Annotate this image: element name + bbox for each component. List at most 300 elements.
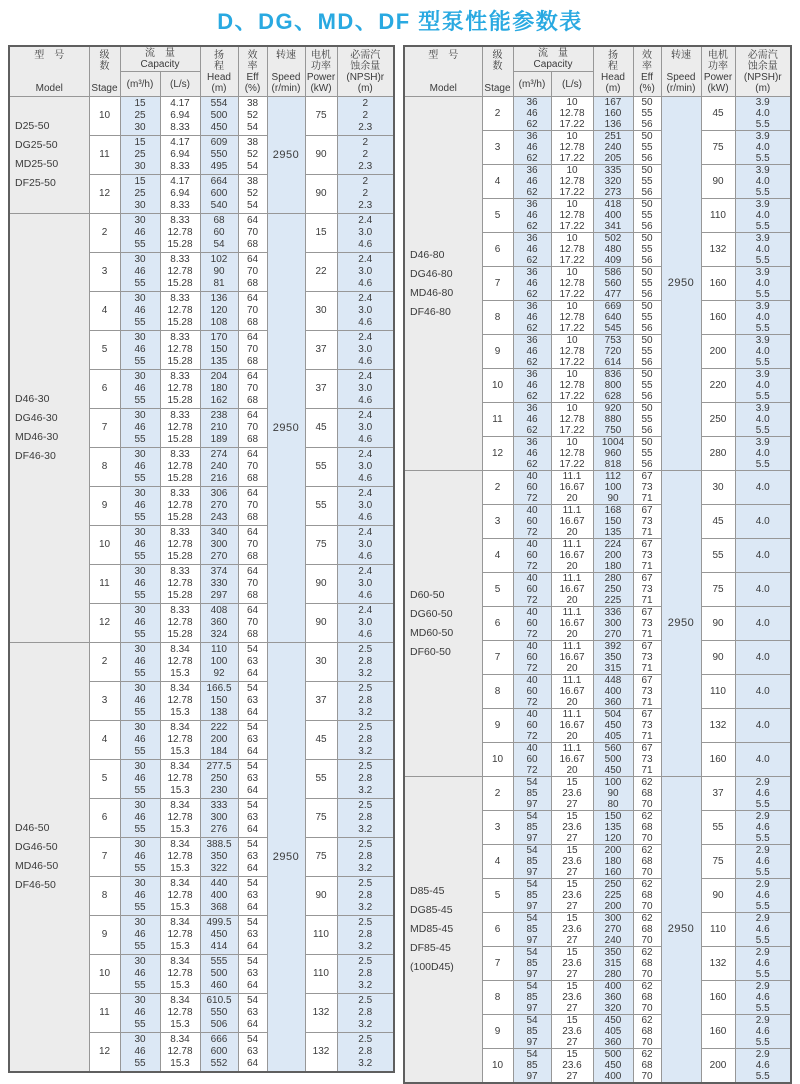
npsh-cell: 3.9 4.0 5.5 — [735, 369, 791, 403]
stage-cell: 4 — [482, 165, 513, 199]
power-cell: 132 — [305, 1033, 337, 1073]
power-cell: 30 — [305, 292, 337, 331]
capacity-header: 流 量 Capacity — [513, 46, 593, 72]
npsh-cell: 2.5 2.8 3.2 — [337, 916, 394, 955]
model-name: DF46-80 — [410, 305, 451, 318]
eff-cell: 50 55 56 — [633, 97, 661, 131]
npsh-cell: 2.9 4.6 5.5 — [735, 1049, 791, 1084]
npsh-cell: 3.9 4.0 5.5 — [735, 97, 791, 131]
eff-cell: 50 55 56 — [633, 131, 661, 165]
stage-cell: 9 — [482, 709, 513, 743]
ls-cell: 8.33 12.78 15.28 — [160, 253, 200, 292]
power-cell: 90 — [701, 879, 735, 913]
stage-cell: 4 — [482, 539, 513, 573]
flow-cell: 54 85 97 — [513, 777, 551, 811]
flow-cell: 30 46 55 — [120, 682, 160, 721]
head-cell: 102 90 81 — [200, 253, 238, 292]
head-cell: 333 300 276 — [200, 799, 238, 838]
power-cell: 110 — [701, 675, 735, 709]
eff-cell: 67 73 71 — [633, 675, 661, 709]
speed-header: 转速 Speed (r/min) — [267, 46, 305, 97]
power-cell: 110 — [701, 199, 735, 233]
stage-cell: 7 — [482, 267, 513, 301]
flow-cell: 54 85 97 — [513, 845, 551, 879]
ls-cell: 8.33 12.78 15.28 — [160, 448, 200, 487]
flow-cell: 30 46 55 — [120, 721, 160, 760]
npsh-cell: 2.4 3.0 4.6 — [337, 604, 394, 643]
eff-cell: 62 68 70 — [633, 1049, 661, 1084]
flow-cell: 30 46 55 — [120, 526, 160, 565]
speed-cell: 2950 — [267, 643, 305, 1073]
model-name: MD46-50 — [15, 860, 59, 872]
power-cell: 90 — [305, 136, 337, 175]
ls-cell: 4.17 6.94 8.33 — [160, 175, 200, 214]
model-name: DG25-50 — [15, 139, 58, 151]
ls-cell: 15 23.6 27 — [551, 879, 593, 913]
stage-cell: 8 — [482, 675, 513, 709]
power-cell: 132 — [701, 709, 735, 743]
power-cell: 30 — [305, 643, 337, 682]
npsh-cell: 2.4 3.0 4.6 — [337, 565, 394, 604]
power-cell: 37 — [305, 331, 337, 370]
flow-cell: 30 46 55 — [120, 487, 160, 526]
model-cell — [404, 97, 482, 471]
npsh-cell: 2.5 2.8 3.2 — [337, 838, 394, 877]
power-cell: 90 — [305, 604, 337, 643]
eff-cell: 38 52 54 — [238, 97, 267, 136]
eff-cell: 64 70 68 — [238, 214, 267, 253]
ls-cell: 10 12.78 17.22 — [551, 437, 593, 471]
eff-cell: 67 73 71 — [633, 743, 661, 777]
flow-cell: 36 46 62 — [513, 199, 551, 233]
stage-cell: 2 — [482, 97, 513, 131]
head-cell: 664 600 540 — [200, 175, 238, 214]
head-cell: 374 330 297 — [200, 565, 238, 604]
stage-cell: 12 — [89, 175, 120, 214]
stage-cell: 12 — [89, 604, 120, 643]
ls-cell: 8.34 12.78 15.3 — [160, 916, 200, 955]
stage-cell: 8 — [482, 301, 513, 335]
head-cell: 170 150 135 — [200, 331, 238, 370]
npsh-cell: 2.5 2.8 3.2 — [337, 760, 394, 799]
eff-cell: 64 70 68 — [238, 409, 267, 448]
stage-cell: 11 — [89, 136, 120, 175]
npsh-cell: 3.9 4.0 5.5 — [735, 437, 791, 471]
stage-cell: 2 — [89, 643, 120, 682]
flow-cell: 30 46 55 — [120, 877, 160, 916]
model-name: D60-50 — [410, 588, 445, 601]
eff-cell: 62 68 70 — [633, 879, 661, 913]
npsh-cell: 2.9 4.6 5.5 — [735, 777, 791, 811]
page-title: D、DG、MD、DF 型泵性能参数表 — [217, 9, 583, 34]
flow-cell: 30 46 55 — [120, 955, 160, 994]
power-cell: 75 — [305, 97, 337, 136]
eff-cell: 50 55 56 — [633, 335, 661, 369]
ls-header: (L/s) — [551, 72, 593, 97]
stage-cell: 10 — [482, 369, 513, 403]
power-cell: 75 — [305, 799, 337, 838]
ls-cell: 10 12.78 17.22 — [551, 131, 593, 165]
data-row — [9, 643, 394, 682]
data-row — [404, 777, 791, 811]
model-name: MD46-30 — [15, 431, 59, 443]
flow-cell: 30 46 55 — [120, 253, 160, 292]
head-cell: 306 270 243 — [200, 487, 238, 526]
stage-cell: 10 — [89, 97, 120, 136]
power-cell: 160 — [701, 1015, 735, 1049]
eff-cell: 62 68 70 — [633, 947, 661, 981]
ls-cell: 11.1 16.67 20 — [551, 607, 593, 641]
stage-cell: 10 — [89, 955, 120, 994]
ls-cell: 11.1 16.67 20 — [551, 505, 593, 539]
stage-cell: 10 — [482, 743, 513, 777]
power-cell: 55 — [305, 760, 337, 799]
power-cell: 132 — [305, 994, 337, 1033]
stage-cell: 12 — [482, 437, 513, 471]
npsh-cell: 2.9 4.6 5.5 — [735, 913, 791, 947]
flow-cell: 54 85 97 — [513, 879, 551, 913]
eff-cell: 54 63 64 — [238, 760, 267, 799]
stage-cell: 5 — [482, 573, 513, 607]
head-header: 扬 程 Head (m) — [200, 46, 238, 97]
power-cell: 90 — [701, 607, 735, 641]
npsh-cell: 2.5 2.8 3.2 — [337, 877, 394, 916]
power-cell: 45 — [305, 721, 337, 760]
npsh-cell: 3.9 4.0 5.5 — [735, 335, 791, 369]
ls-cell: 8.34 12.78 15.3 — [160, 643, 200, 682]
header-row — [9, 46, 394, 72]
npsh-cell: 2.5 2.8 3.2 — [337, 643, 394, 682]
flow-cell: 54 85 97 — [513, 1015, 551, 1049]
tables-container — [8, 45, 792, 1084]
model-name: DF60-50 — [410, 645, 451, 658]
model-cell — [9, 97, 89, 214]
power-cell: 220 — [701, 369, 735, 403]
stage-cell: 6 — [482, 233, 513, 267]
left-performance-table — [8, 45, 395, 1073]
stage-header: 级 数 Stage — [89, 46, 120, 97]
head-cell: 167 160 136 — [593, 97, 633, 131]
head-cell: 504 450 405 — [593, 709, 633, 743]
model-name: DG46-30 — [15, 412, 58, 424]
npsh-cell: 2.4 3.0 4.6 — [337, 214, 394, 253]
stage-cell: 8 — [482, 981, 513, 1015]
stage-cell: 2 — [482, 777, 513, 811]
ls-cell: 15 23.6 27 — [551, 913, 593, 947]
flow-cell: 30 46 55 — [120, 214, 160, 253]
flow-cell: 30 46 55 — [120, 565, 160, 604]
power-cell: 45 — [701, 505, 735, 539]
stage-cell: 10 — [89, 526, 120, 565]
flow-cell: 30 46 55 — [120, 799, 160, 838]
power-cell: 37 — [701, 777, 735, 811]
eff-cell: 67 73 71 — [633, 709, 661, 743]
left-table-header — [9, 46, 394, 97]
head-cell: 280 250 225 — [593, 573, 633, 607]
ls-cell: 8.34 12.78 15.3 — [160, 721, 200, 760]
ls-cell: 8.33 12.78 15.28 — [160, 565, 200, 604]
ls-cell: 8.34 12.78 15.3 — [160, 955, 200, 994]
flow-cell: 40 60 72 — [513, 505, 551, 539]
head-cell: 500 450 400 — [593, 1049, 633, 1084]
npsh-cell: 2.9 4.6 5.5 — [735, 981, 791, 1015]
power-cell: 250 — [701, 403, 735, 437]
header-row — [404, 46, 791, 72]
head-cell: 204 180 162 — [200, 370, 238, 409]
eff-cell: 38 52 54 — [238, 136, 267, 175]
head-cell: 388.5 350 322 — [200, 838, 238, 877]
ls-cell: 8.34 12.78 15.3 — [160, 760, 200, 799]
data-row — [404, 471, 791, 505]
ls-cell: 15 23.6 27 — [551, 947, 593, 981]
data-row — [9, 97, 394, 136]
ls-cell: 10 12.78 17.22 — [551, 165, 593, 199]
ls-cell: 11.1 16.67 20 — [551, 471, 593, 505]
flow-cell: 40 60 72 — [513, 573, 551, 607]
ls-cell: 10 12.78 17.22 — [551, 97, 593, 131]
power-cell: 55 — [305, 487, 337, 526]
head-cell: 250 225 200 — [593, 879, 633, 913]
npsh-cell: 4.0 — [735, 471, 791, 505]
stage-cell: 6 — [89, 799, 120, 838]
npsh-cell: 2.9 4.6 5.5 — [735, 1015, 791, 1049]
npsh-cell: 4.0 — [735, 607, 791, 641]
m3h-header: (m³/h) — [513, 72, 551, 97]
head-cell: 150 135 120 — [593, 811, 633, 845]
power-header: 电机 功率 Power (kW) — [305, 46, 337, 97]
ls-cell: 10 12.78 17.22 — [551, 301, 593, 335]
eff-cell: 67 73 71 — [633, 505, 661, 539]
stage-cell: 2 — [89, 214, 120, 253]
flow-cell: 30 46 55 — [120, 448, 160, 487]
flow-cell: 36 46 62 — [513, 233, 551, 267]
speed-cell: 2950 — [267, 97, 305, 214]
data-row — [9, 214, 394, 253]
speed-header: 转速 Speed (r/min) — [661, 46, 701, 97]
ls-cell: 10 12.78 17.22 — [551, 369, 593, 403]
eff-cell: 54 63 64 — [238, 994, 267, 1033]
npsh-cell: 2.4 3.0 4.6 — [337, 370, 394, 409]
eff-cell: 62 68 70 — [633, 777, 661, 811]
ls-cell: 10 12.78 17.22 — [551, 335, 593, 369]
eff-cell: 64 70 68 — [238, 331, 267, 370]
right-performance-table — [403, 45, 792, 1084]
stage-cell: 2 — [482, 471, 513, 505]
npsh-cell: 2.4 3.0 4.6 — [337, 292, 394, 331]
ls-cell: 8.33 12.78 15.28 — [160, 409, 200, 448]
model-name: MD60-50 — [410, 626, 454, 639]
stage-cell: 4 — [89, 721, 120, 760]
eff-cell: 62 68 70 — [633, 913, 661, 947]
head-cell: 168 150 135 — [593, 505, 633, 539]
npsh-cell: 3.9 4.0 5.5 — [735, 165, 791, 199]
head-cell: 112 100 90 — [593, 471, 633, 505]
ls-cell: 8.34 12.78 15.3 — [160, 682, 200, 721]
npsh-cell: 2.9 4.6 5.5 — [735, 811, 791, 845]
eff-cell: 54 63 64 — [238, 721, 267, 760]
model-name: D25-50 — [15, 120, 50, 132]
head-cell: 200 180 160 — [593, 845, 633, 879]
eff-cell: 54 63 64 — [238, 955, 267, 994]
stage-cell: 9 — [89, 487, 120, 526]
head-cell: 502 480 409 — [593, 233, 633, 267]
flow-cell: 40 60 72 — [513, 471, 551, 505]
head-cell: 224 200 180 — [593, 539, 633, 573]
flow-cell: 30 46 55 — [120, 1033, 160, 1073]
npsh-cell: 2.4 3.0 4.6 — [337, 409, 394, 448]
ls-cell: 8.33 12.78 15.28 — [160, 526, 200, 565]
model-name: D46-80 — [410, 248, 445, 261]
ls-cell: 11.1 16.67 20 — [551, 743, 593, 777]
head-cell: 753 720 614 — [593, 335, 633, 369]
stage-cell: 3 — [482, 131, 513, 165]
stage-cell: 3 — [89, 253, 120, 292]
speed-cell: 2950 — [267, 214, 305, 643]
npsh-cell: 2.9 4.6 5.5 — [735, 879, 791, 913]
power-cell: 45 — [701, 97, 735, 131]
head-cell: 222 200 184 — [200, 721, 238, 760]
head-cell: 251 240 205 — [593, 131, 633, 165]
npsh-cell: 2.4 3.0 4.6 — [337, 487, 394, 526]
model-name: D46-50 — [15, 822, 50, 834]
head-cell: 610.5 550 506 — [200, 994, 238, 1033]
power-cell: 30 — [701, 471, 735, 505]
power-cell: 22 — [305, 253, 337, 292]
eff-cell: 64 70 68 — [238, 526, 267, 565]
eff-cell: 50 55 56 — [633, 437, 661, 471]
npsh-cell: 2 2 2.3 — [337, 175, 394, 214]
npsh-cell: 2.9 4.6 5.5 — [735, 845, 791, 879]
power-cell: 90 — [305, 565, 337, 604]
npsh-cell: 4.0 — [735, 641, 791, 675]
power-cell: 55 — [305, 448, 337, 487]
flow-cell: 54 85 97 — [513, 811, 551, 845]
npsh-cell: 3.9 4.0 5.5 — [735, 267, 791, 301]
head-cell: 335 320 273 — [593, 165, 633, 199]
data-row — [404, 97, 791, 131]
ls-cell: 8.34 12.78 15.3 — [160, 877, 200, 916]
npsh-cell: 2 2 2.3 — [337, 136, 394, 175]
power-cell: 132 — [701, 233, 735, 267]
stage-cell: 9 — [89, 916, 120, 955]
eff-cell: 62 68 70 — [633, 1015, 661, 1049]
eff-cell: 50 55 56 — [633, 165, 661, 199]
stage-cell: 9 — [482, 335, 513, 369]
ls-cell: 8.34 12.78 15.3 — [160, 838, 200, 877]
power-cell: 15 — [305, 214, 337, 253]
npsh-cell: 3.9 4.0 5.5 — [735, 233, 791, 267]
head-cell: 400 360 320 — [593, 981, 633, 1015]
stage-cell: 3 — [482, 505, 513, 539]
ls-cell: 10 12.78 17.22 — [551, 233, 593, 267]
model-cell — [9, 214, 89, 643]
head-cell: 100 90 80 — [593, 777, 633, 811]
ls-cell: 8.33 12.78 15.28 — [160, 292, 200, 331]
eff-cell: 54 63 64 — [238, 877, 267, 916]
ls-cell: 8.33 12.78 15.28 — [160, 604, 200, 643]
eff-cell: 50 55 56 — [633, 301, 661, 335]
capacity-header: 流 量 Capacity — [120, 46, 200, 72]
npsh-header: 必需汽 蚀余量 (NPSH)r (m) — [337, 46, 394, 97]
ls-cell: 10 12.78 17.22 — [551, 199, 593, 233]
npsh-cell: 2.4 3.0 4.6 — [337, 526, 394, 565]
eff-cell: 50 55 56 — [633, 403, 661, 437]
flow-cell: 36 46 62 — [513, 335, 551, 369]
flow-cell: 54 85 97 — [513, 1049, 551, 1084]
npsh-cell: 4.0 — [735, 743, 791, 777]
power-cell: 75 — [305, 838, 337, 877]
power-cell: 75 — [701, 845, 735, 879]
power-cell: 160 — [701, 267, 735, 301]
head-cell: 1004 960 818 — [593, 437, 633, 471]
ls-cell: 15 23.6 27 — [551, 1015, 593, 1049]
npsh-cell: 3.9 4.0 5.5 — [735, 199, 791, 233]
stage-cell: 12 — [89, 1033, 120, 1073]
ls-cell: 8.34 12.78 15.3 — [160, 994, 200, 1033]
model-name: MD25-50 — [15, 158, 59, 170]
head-cell: 450 405 360 — [593, 1015, 633, 1049]
stage-cell: 10 — [482, 1049, 513, 1084]
power-cell: 90 — [305, 877, 337, 916]
model-header: 型 号 Model — [9, 46, 89, 97]
npsh-cell: 2.5 2.8 3.2 — [337, 682, 394, 721]
npsh-cell: 3.9 4.0 5.5 — [735, 131, 791, 165]
flow-cell: 15 25 30 — [120, 136, 160, 175]
flow-cell: 40 60 72 — [513, 641, 551, 675]
power-cell: 160 — [701, 981, 735, 1015]
head-cell: 560 500 450 — [593, 743, 633, 777]
model-name: DG85-45 — [410, 904, 453, 916]
power-cell: 37 — [305, 370, 337, 409]
model-header: 型 号 Model — [404, 46, 482, 97]
power-cell: 200 — [701, 335, 735, 369]
stage-cell: 4 — [89, 292, 120, 331]
ls-cell: 10 12.78 17.22 — [551, 267, 593, 301]
eff-cell: 67 73 71 — [633, 641, 661, 675]
flow-cell: 36 46 62 — [513, 369, 551, 403]
power-cell: 75 — [701, 131, 735, 165]
head-cell: 666 600 552 — [200, 1033, 238, 1073]
ls-cell: 4.17 6.94 8.33 — [160, 97, 200, 136]
eff-cell: 67 73 71 — [633, 573, 661, 607]
ls-cell: 8.33 12.78 15.28 — [160, 487, 200, 526]
flow-cell: 40 60 72 — [513, 709, 551, 743]
eff-cell: 62 68 70 — [633, 981, 661, 1015]
flow-cell: 54 85 97 — [513, 981, 551, 1015]
speed-cell: 2950 — [661, 777, 701, 1084]
model-cell — [404, 471, 482, 777]
head-cell: 609 550 495 — [200, 136, 238, 175]
flow-cell: 30 46 55 — [120, 994, 160, 1033]
npsh-cell: 2.4 3.0 4.6 — [337, 331, 394, 370]
npsh-cell: 4.0 — [735, 573, 791, 607]
flow-cell: 36 46 62 — [513, 131, 551, 165]
flow-cell: 40 60 72 — [513, 607, 551, 641]
head-cell: 110 100 92 — [200, 643, 238, 682]
power-cell: 132 — [701, 947, 735, 981]
flow-cell: 15 25 30 — [120, 175, 160, 214]
head-cell: 300 270 240 — [593, 913, 633, 947]
flow-cell: 40 60 72 — [513, 743, 551, 777]
ls-cell: 10 12.78 17.22 — [551, 403, 593, 437]
model-name: (100D45) — [410, 961, 454, 973]
npsh-cell: 2.4 3.0 4.6 — [337, 253, 394, 292]
stage-header: 级 数 Stage — [482, 46, 513, 97]
eff-cell: 54 63 64 — [238, 799, 267, 838]
flow-cell: 36 46 62 — [513, 165, 551, 199]
stage-cell: 7 — [482, 641, 513, 675]
eff-cell: 50 55 56 — [633, 199, 661, 233]
